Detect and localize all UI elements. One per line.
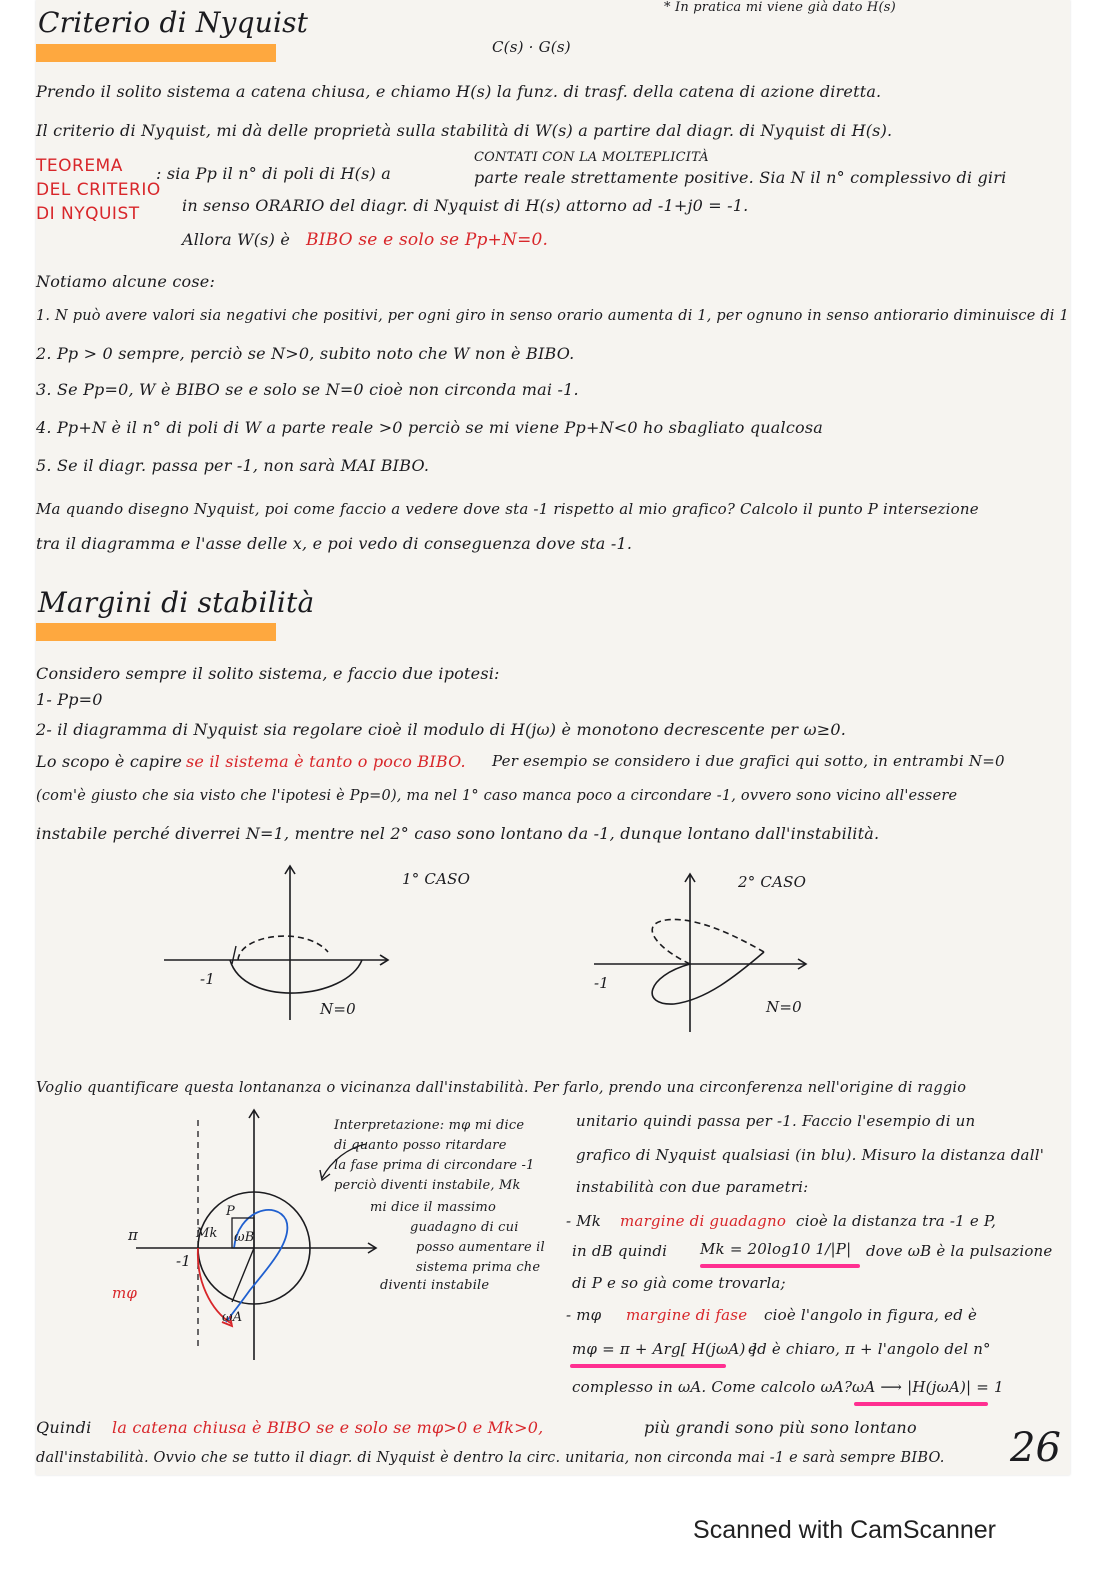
interp-line-8: sistema prima che xyxy=(416,1260,541,1275)
question-line-2: tra il diagramma e l'asse delle x, e poi vedo di conseguenza dove sta -1. xyxy=(36,534,633,553)
fig-wb-label: ωB xyxy=(234,1230,255,1245)
question-line-1: Ma quando disegno Nyquist, poi come faccio a vedere dove sta -1 rispetto al mio grafico? Calcolo il punto P intersezione xyxy=(36,500,979,518)
mp-line-1b: margine di fase xyxy=(626,1306,748,1324)
case2-label: 2° CASO xyxy=(738,873,807,891)
interp-line-9: diventi instabile xyxy=(380,1278,490,1293)
section-highlight xyxy=(36,623,276,641)
conclusion-line-1a: Quindi xyxy=(36,1418,92,1437)
interp-line-3: la fase prima di circondare -1 xyxy=(334,1158,535,1173)
fig-mphi-label: mφ xyxy=(112,1284,138,1302)
mk-line-2a: in dB quindi xyxy=(572,1242,668,1260)
scope-line-2: (com'è giusto che sia visto che l'ipotesi è Pp=0), ma nel 1° caso manca poco a circondare -1, ovvero sono vicino all'essere xyxy=(36,788,958,804)
cg-label: C(s) · G(s) xyxy=(492,38,571,56)
mk-line-2b: dove ωB è la pulsazione xyxy=(866,1242,1053,1260)
hypothesis-2: 2- il diagramma di Nyquist sia regolare cioè il modulo di H(jω) è monotono decrescente per ω≥0. xyxy=(36,720,846,739)
mp-formula: mφ = π + Arg[ H(jωA) ] xyxy=(572,1340,757,1358)
fig-mk-label: Mk xyxy=(196,1226,218,1241)
page-number: 26 xyxy=(1010,1425,1061,1471)
mk-formula-underline xyxy=(700,1264,860,1268)
mp-formula-2: ωA ⟶ |H(jωA)| = 1 xyxy=(852,1378,1004,1396)
hypothesis-1: 1- Pp=0 xyxy=(36,690,103,709)
theorem-label-3: DI NYQUIST xyxy=(36,204,140,224)
right-col-line-3: instabilità con due parametri: xyxy=(576,1178,809,1196)
mp-line-1c: cioè l'angolo in figura, ed è xyxy=(764,1306,978,1324)
fig-wa-label: ωA xyxy=(222,1310,243,1325)
theorem-line-3a: Allora W(s) è xyxy=(182,230,290,249)
case2-n-zero: N=0 xyxy=(766,998,802,1016)
mk-formula: Mk = 20log10 1/|P| xyxy=(700,1240,852,1258)
theorem-annotation: CONTATI CON LA MOLTEPLICITÀ xyxy=(474,150,709,165)
mk-line-1a: - Mk xyxy=(566,1212,602,1230)
theorem-label-2: DEL CRITERIO xyxy=(36,180,161,200)
mk-line-1b: margine di guadagno xyxy=(620,1212,787,1230)
mk-line-3: di P e so già come trovarla; xyxy=(572,1274,786,1292)
theorem-label-1: TEOREMA xyxy=(36,156,123,176)
note-2: 2. Pp > 0 sempre, perciò se N>0, subito noto che W non è BIBO. xyxy=(36,344,575,363)
notebook-page xyxy=(36,0,1070,1475)
note-3: 3. Se Pp=0, W è BIBO se e solo se N=0 cioè non circonda mai -1. xyxy=(36,380,579,399)
case1-n-zero: N=0 xyxy=(320,1000,356,1018)
theorem-line-2: in senso ORARIO del diagr. di Nyquist di H(s) attorno ad -1+j0 = -1. xyxy=(182,196,749,215)
right-col-line-1: unitario quindi passa per -1. Faccio l'esempio di un xyxy=(576,1112,976,1130)
scope-line-1c: Per esempio se considero i due grafici qui sotto, in entrambi N=0 xyxy=(492,752,1005,770)
section-title: Margini di stabilità xyxy=(38,586,315,619)
theorem-line-1b: parte reale strettamente positive. Sia N il n° complessivo di giri xyxy=(474,168,1007,187)
fig-pi-label: π xyxy=(128,1226,139,1244)
mp-formula-2-underline xyxy=(854,1402,988,1406)
case2-nyquist-diagram xyxy=(586,866,866,1036)
interp-line-2: di quanto posso ritardare xyxy=(334,1138,507,1153)
interp-line-7: posso aumentare il xyxy=(416,1240,545,1255)
title-highlight xyxy=(36,44,276,62)
note-4: 4. Pp+N è il n° di poli di W a parte reale >0 perciò se mi viene Pp+N<0 ho sbagliato qualcosa xyxy=(36,418,823,437)
fig-p-label: P xyxy=(226,1204,235,1219)
scope-line-1a: Lo scopo è capire xyxy=(36,752,183,771)
mp-formula-underline xyxy=(570,1364,726,1368)
interp-line-4: perciò diventi instabile, Mk xyxy=(334,1178,521,1193)
theorem-line-1a: : sia Pp il n° di poli di H(s) a xyxy=(156,164,391,183)
top-note: * In pratica mi viene già dato H(s) xyxy=(664,0,896,15)
camscanner-footer: Scanned with CamScanner xyxy=(693,1516,996,1544)
mp-line-3a: complesso in ωA. Come calcolo ωA? xyxy=(572,1378,853,1396)
intro-line-2: Il criterio di Nyquist, mi dà delle proprietà sulla stabilità di W(s) a partire dal diagr. di Nyquist di H(s). xyxy=(36,121,893,140)
interp-line-5: mi dice il massimo xyxy=(370,1200,496,1215)
case1-nyquist-diagram xyxy=(156,860,436,1030)
interp-line-1: Interpretazione: mφ mi dice xyxy=(334,1118,525,1133)
scope-line-1b: se il sistema è tanto o poco BIBO. xyxy=(186,752,466,771)
quantify-line: Voglio quantificare questa lontananza o vicinanza dall'instabilità. Per farlo, prendo una circonferenza nell'origine di raggio xyxy=(36,1080,967,1096)
mp-line-2b: ed è chiaro, π + l'angolo del n° xyxy=(748,1340,991,1358)
interp-line-6: guadagno di cui xyxy=(410,1220,519,1235)
scope-line-3: instabile perché diverrei N=1, mentre nel 2° caso sono lontano da -1, dunque lontano dall'instabilità. xyxy=(36,824,880,843)
consider-line: Considero sempre il solito sistema, e faccio due ipotesi: xyxy=(36,664,500,683)
note-5: 5. Se il diagr. passa per -1, non sarà MAI BIBO. xyxy=(36,456,430,475)
case1-label: 1° CASO xyxy=(402,870,471,888)
notes-heading: Notiamo alcune cose: xyxy=(36,272,216,291)
theorem-line-3b: BIBO se e solo se Pp+N=0. xyxy=(306,230,549,250)
mk-line-1c: cioè la distanza tra -1 e P, xyxy=(796,1212,997,1230)
conclusion-line-1c: più grandi sono più sono lontano xyxy=(644,1418,917,1437)
note-1: 1. N può avere valori sia negativi che positivi, per ogni giro in senso orario aumenta di 1, per ognuno in senso antiorario diminuisce di 1 xyxy=(36,308,1069,324)
case2-minus-one: -1 xyxy=(594,974,610,992)
conclusion-line-1b: la catena chiusa è BIBO se e solo se mφ>0 e Mk>0, xyxy=(112,1418,544,1437)
case1-minus-one: -1 xyxy=(200,970,216,988)
conclusion-line-2: dall'instabilità. Ovvio che se tutto il diagr. di Nyquist è dentro la circ. unitaria, non circonda mai -1 e sarà sempre BIBO. xyxy=(36,1450,945,1466)
mp-line-1a: - mφ xyxy=(566,1306,602,1324)
fig-minus-one: -1 xyxy=(176,1252,192,1270)
page-title: Criterio di Nyquist xyxy=(38,6,309,39)
intro-line-1: Prendo il solito sistema a catena chiusa, e chiamo H(s) la funz. di trasf. della catena di azione diretta. xyxy=(36,82,882,101)
right-col-line-2: grafico di Nyquist qualsiasi (in blu). Misuro la distanza dall' xyxy=(576,1146,1045,1164)
